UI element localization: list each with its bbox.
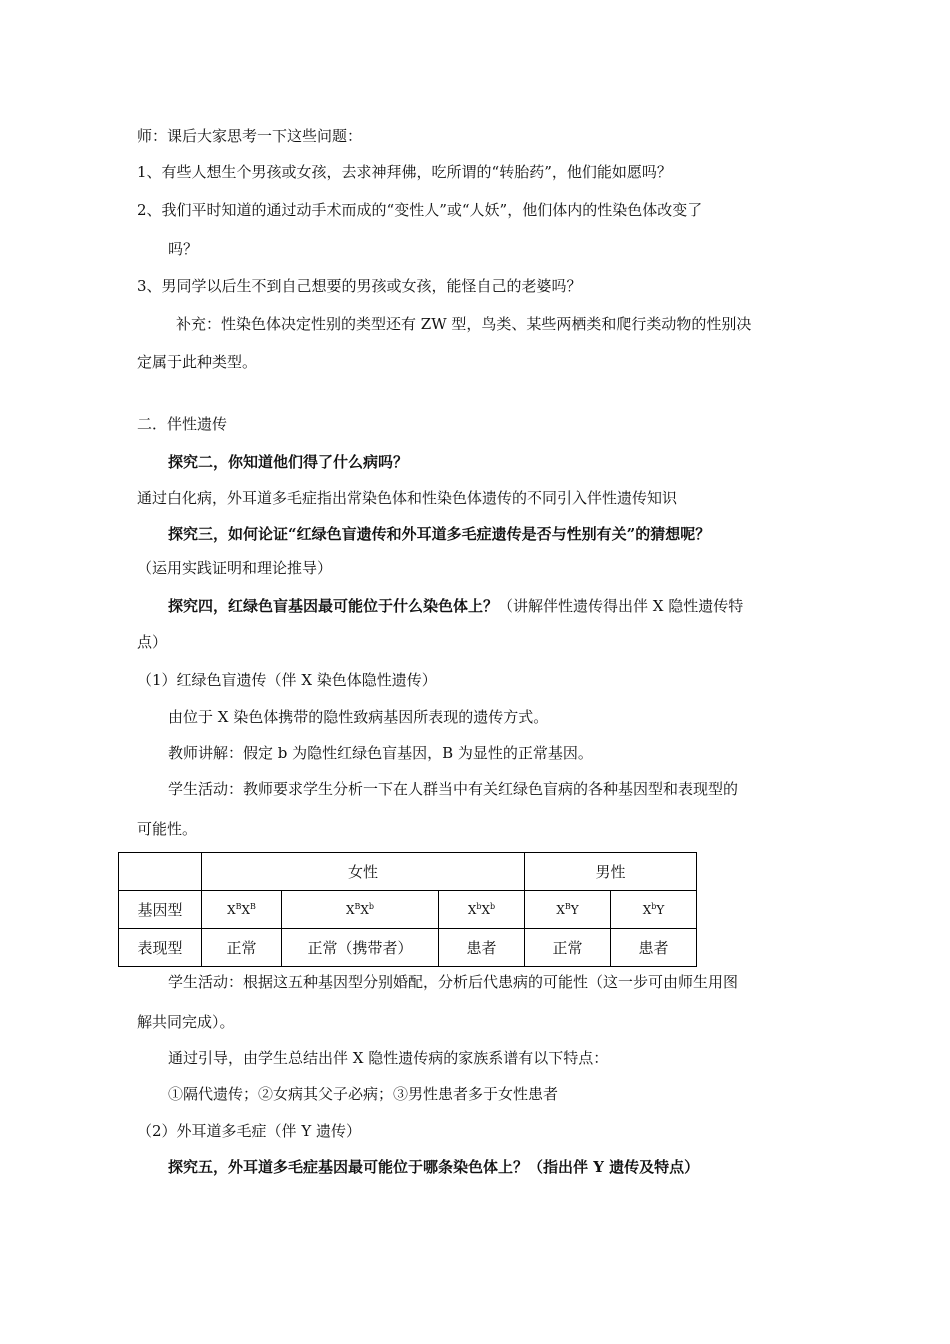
inquiry-2: 探究二，你知道他们得了什么病吗？ bbox=[168, 453, 409, 471]
table-corner-cell bbox=[119, 853, 202, 891]
genotype-cell: $X^BY$ bbox=[525, 891, 611, 929]
table-row-phenotype bbox=[119, 929, 697, 967]
question-3: 3、男同学以后生不到自己想要的男孩或女孩，能怪自己的老婆吗？ bbox=[137, 277, 582, 295]
inquiry-4-continued: 点） bbox=[137, 633, 168, 651]
inquiry-5: 探究五，外耳道多毛症基因最可能位于哪条染色体上？（指出伴 Y 遗传及特点） bbox=[168, 1158, 700, 1176]
genotype-phenotype-table bbox=[118, 852, 697, 967]
student-activity-2-continued: 解共同完成）。 bbox=[137, 1013, 235, 1031]
phenotype-cell: 患者 bbox=[611, 929, 697, 967]
definition-paragraph: 由位于 X 染色体携带的隐性致病基因所表现的遗传方式。 bbox=[168, 708, 549, 726]
row-label-genotype: 基因型 bbox=[119, 891, 202, 929]
table-row-genotype bbox=[119, 891, 697, 929]
genotype-cell: $X^BX^B$ bbox=[202, 891, 282, 929]
row-label-phenotype: 表现型 bbox=[119, 929, 202, 967]
inquiry-3-note: （运用实践证明和理论推导） bbox=[137, 559, 333, 577]
phenotype-cell: 正常 bbox=[525, 929, 611, 967]
section-heading: 二．伴性遗传 bbox=[137, 415, 228, 433]
subsection-2-heading: （2）外耳道多毛症（伴 Y 遗传） bbox=[137, 1122, 361, 1140]
subsection-1-heading: （1）红绿色盲遗传（伴 X 染色体隐性遗传） bbox=[137, 671, 437, 689]
student-activity-1-continued: 可能性。 bbox=[137, 820, 198, 838]
teacher-explanation: 教师讲解：假定 b 为隐性红绿色盲基因，B 为显性的正常基因。 bbox=[168, 744, 593, 762]
phenotype-cell: 正常（携带者） bbox=[282, 929, 439, 967]
question-2: 2、我们平时知道的通过动手术而成的“变性人”或“人妖”，他们体内的性染色体改变了 bbox=[137, 201, 703, 219]
phenotype-cell: 患者 bbox=[439, 929, 525, 967]
header-male: 男性 bbox=[525, 853, 697, 891]
phenotype-cell: 正常 bbox=[202, 929, 282, 967]
genotype-cell: $X^bX^b$ bbox=[439, 891, 525, 929]
student-activity-2: 学生活动：根据这五种基因型分别婚配，分析后代患病的可能性（这一步可由师生用图 bbox=[168, 973, 739, 991]
genotype-cell: $X^BX^b$ bbox=[282, 891, 439, 929]
paragraph-teacher-intro: 师：课后大家思考一下这些问题： bbox=[137, 127, 363, 145]
question-2-continued: 吗？ bbox=[168, 240, 199, 258]
student-activity-1: 学生活动：教师要求学生分析一下在人群当中有关红绿色盲病的各种基因型和表现型的 bbox=[168, 780, 739, 798]
summary-intro: 通过引导，由学生总结出伴 X 隐性遗传病的家族系谱有以下特点： bbox=[168, 1049, 609, 1067]
inquiry-3: 探究三，如何论证“红绿色盲遗传和外耳道多毛症遗传是否与性别有关”的猜想呢？ bbox=[168, 525, 711, 543]
supplement-paragraph: 补充：性染色体决定性别的类型还有 ZW 型，鸟类、某些两栖类和爬行类动物的性别决 bbox=[176, 315, 752, 333]
supplement-paragraph-continued: 定属于此种类型。 bbox=[137, 353, 258, 371]
inquiry-4 bbox=[168, 596, 743, 616]
header-female: 女性 bbox=[202, 853, 525, 891]
table-header-row bbox=[119, 853, 697, 891]
paragraph-albinism: 通过白化病，外耳道多毛症指出常染色体和性染色体遗传的不同引入伴性遗传知识 bbox=[137, 489, 678, 507]
inquiry-4-note: （讲解伴性遗传得出伴 X 隐性遗传特 bbox=[498, 597, 744, 615]
genotype-cell: $X^bY$ bbox=[611, 891, 697, 929]
inquiry-4-question: 探究四，红绿色盲基因最可能位于什么染色体上？ bbox=[168, 597, 499, 615]
features-list: ①隔代遗传；②女病其父子必病；③男性患者多于女性患者 bbox=[168, 1085, 559, 1103]
question-1: 1、有些人想生个男孩或女孩，去求神拜佛，吃所谓的“转胎药”，他们能如愿吗？ bbox=[137, 163, 672, 181]
